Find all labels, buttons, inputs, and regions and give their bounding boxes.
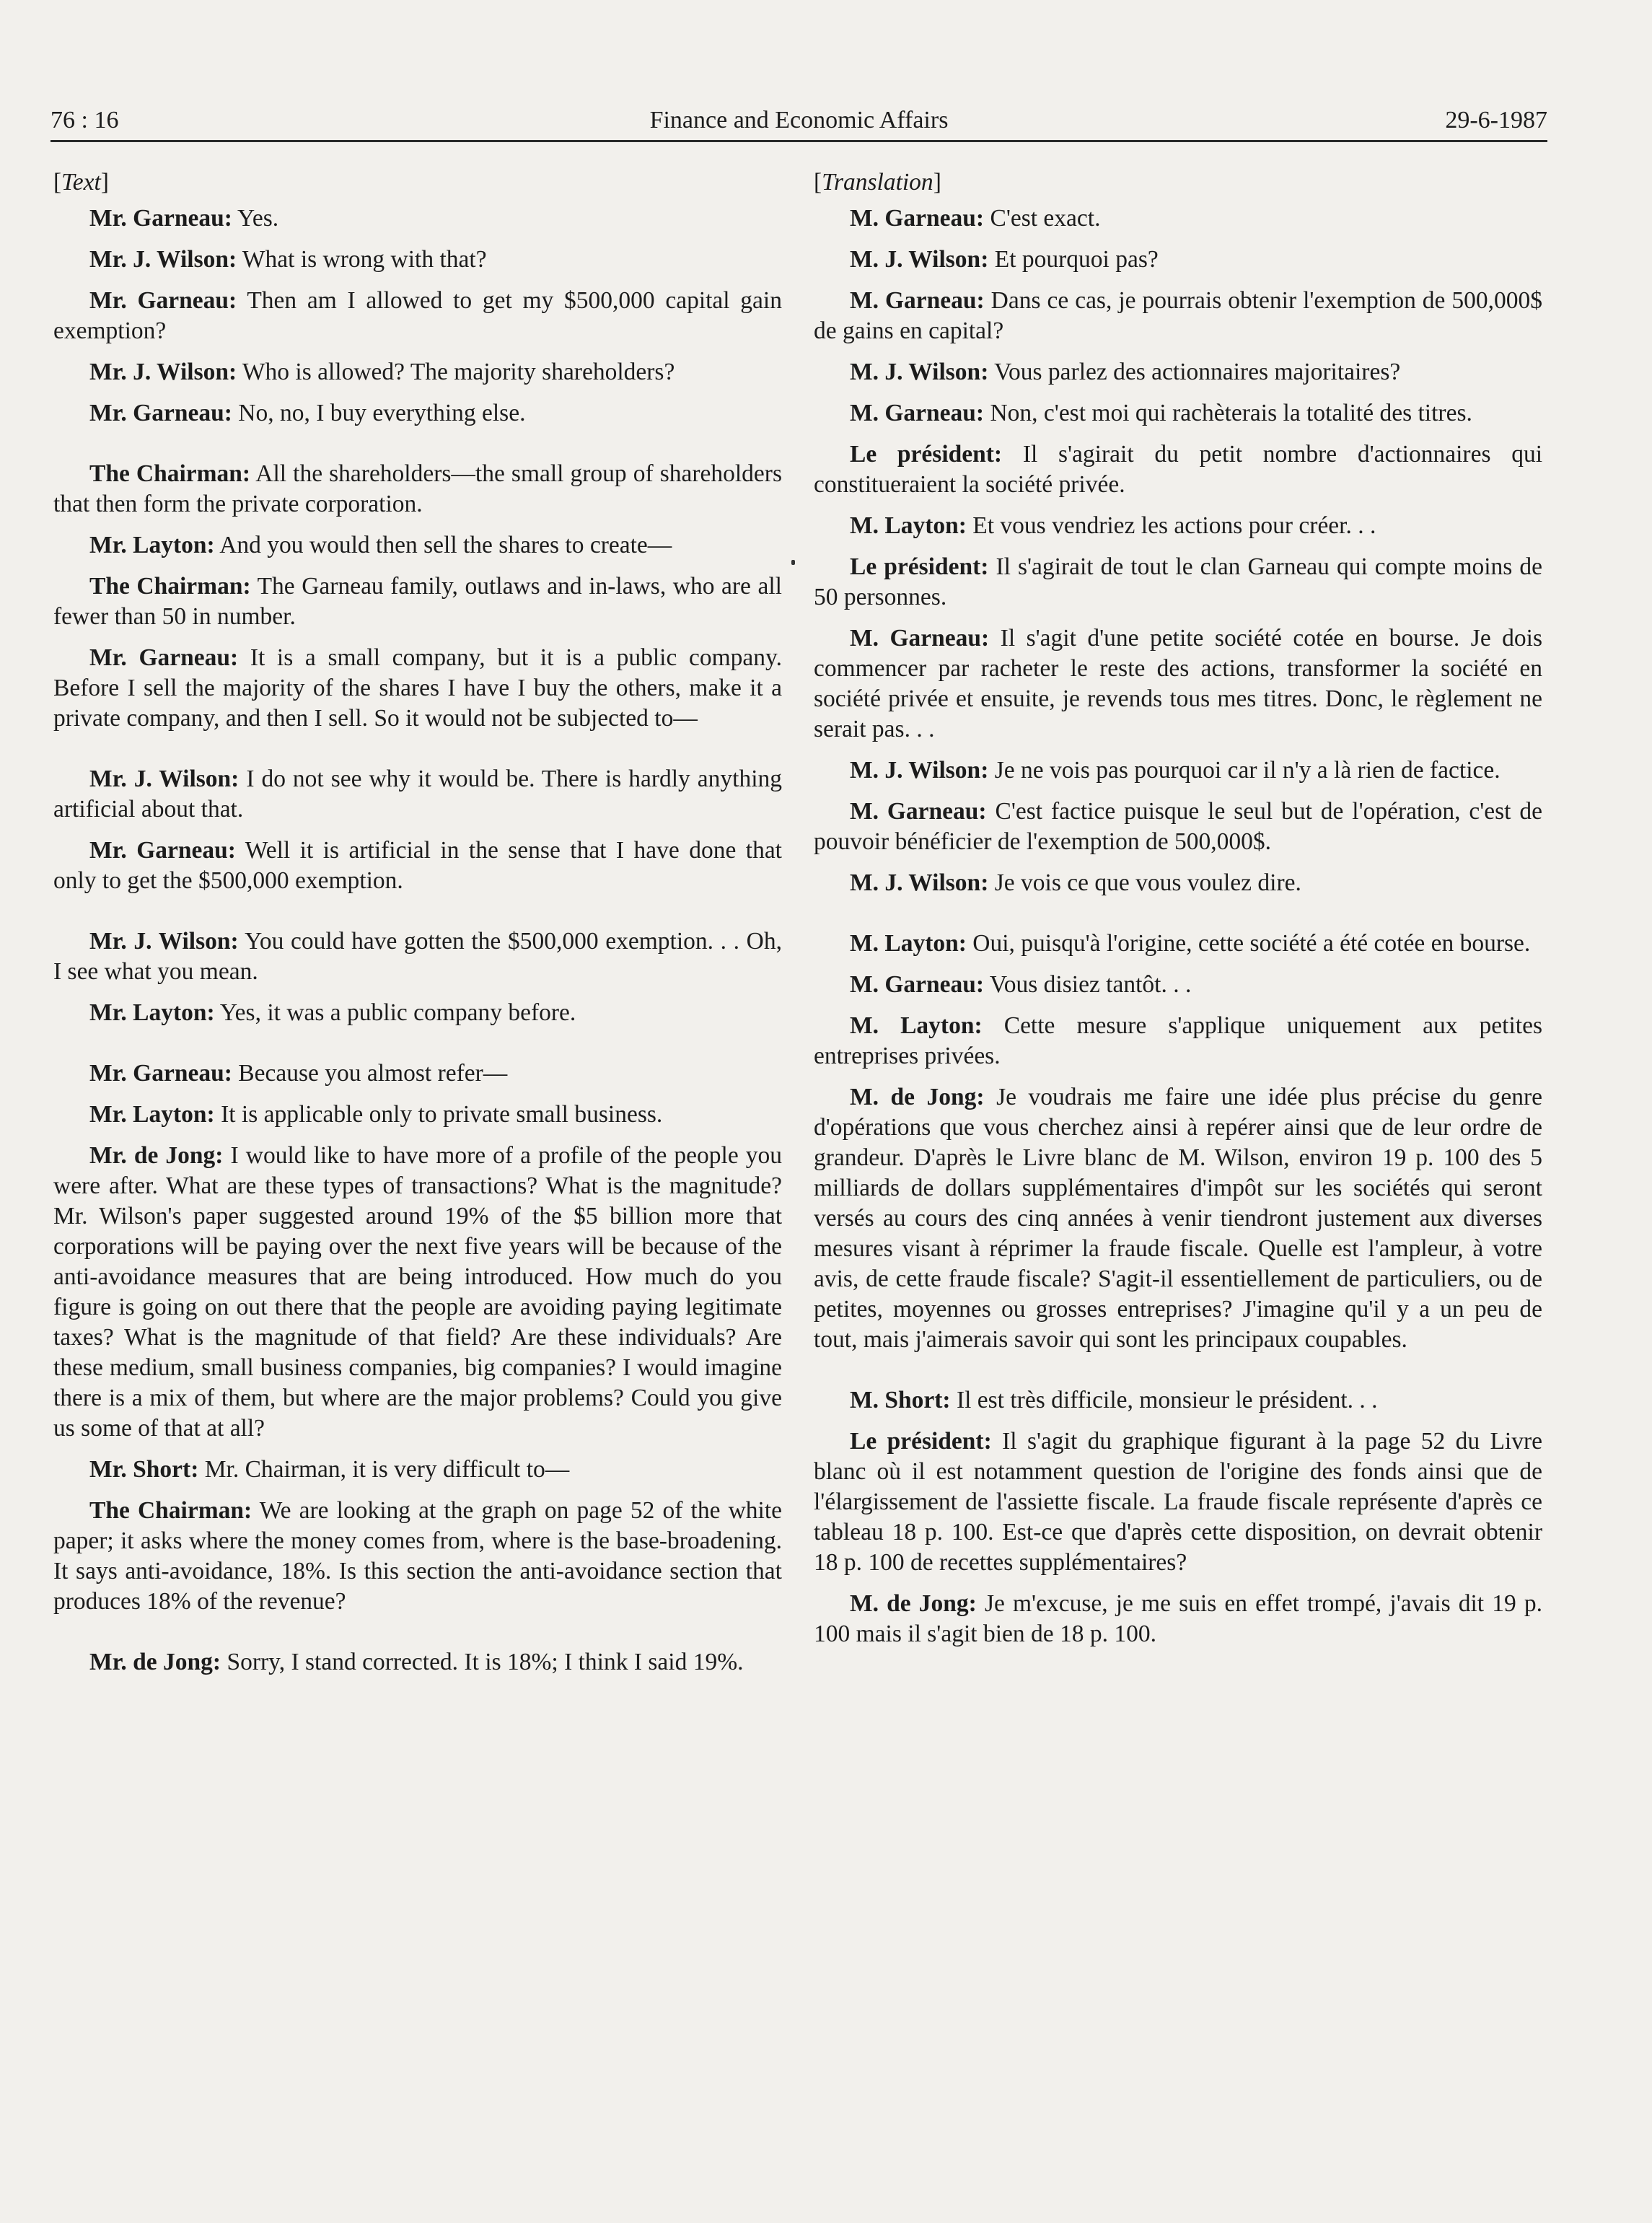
transcript-entry: [814, 357, 1542, 387]
speech-text: The Garneau family, outlaws and in-laws, who are all fewer than 50 in number.: [53, 573, 782, 630]
speech-text: Il s'agit d'une petite société cotée en bourse. Je dois commencer par racheter le reste des actions, transformer la société en société privée et ensuite, je revends tous mes titres. Donc, le règlement ne serait pas. . .: [814, 625, 1543, 742]
speech-text: I do not see why it would be. There is hardly anything artificial about that.: [53, 766, 783, 823]
transcript-entry: [53, 643, 782, 734]
transcript-entry: [53, 998, 782, 1028]
transcript-entry: [814, 868, 1542, 898]
speech-text: Je m'excuse, je me suis en effet trompé, j'avais dit 19 p. 100 mais il s'agit bien de 18 p. 100.: [814, 1590, 1543, 1647]
speaker-name: M. Garneau:: [850, 625, 990, 652]
speech-text: Il s'agit du graphique figurant à la page 52 du Livre blanc où il est notamment question de l'origine des fonds ainsi que de l'élargissement de l'assiette fiscale. La fraude fiscale représente d'après ce tableau 18 p. 100. Est-ce que d'après cette disposition, on devrait obtenir 18 p. 100 de recettes supplémentaires?: [814, 1428, 1543, 1576]
transcript-entry: [53, 245, 782, 275]
speaker-name: M. Garneau:: [850, 798, 987, 825]
translation-column: [814, 167, 1542, 1660]
speaker-name: Le président:: [850, 441, 1003, 468]
transcript-entry: [53, 926, 782, 987]
speaker-name: M. Layton:: [850, 930, 967, 957]
speaker-name: Mr. J. Wilson:: [89, 766, 240, 792]
speaker-name: Mr. Garneau:: [89, 400, 232, 426]
transcript-entry: [53, 1058, 782, 1089]
transcript-entry: [53, 286, 782, 346]
speaker-name: M. Garneau:: [850, 287, 985, 314]
transcript-entry: [814, 623, 1542, 745]
speaker-name: M. Garneau:: [850, 400, 985, 426]
speaker-name: Mr. Garneau:: [89, 287, 237, 314]
speaker-name: M. de Jong:: [850, 1084, 985, 1110]
speech-text: C'est factice puisque le seul but de l'opération, c'est de pouvoir bénéficier de l'exemption de 500,000$.: [814, 798, 1542, 855]
speaker-name: Mr. J. Wilson:: [89, 246, 237, 273]
speaker-name: M. Layton:: [850, 512, 967, 539]
speaker-name: Mr. Garneau:: [89, 1060, 232, 1087]
header-rule: [50, 140, 1547, 142]
speech-text: No, no, I buy everything else.: [238, 400, 526, 426]
speech-text: Well it is artificial in the sense that I have done that only to get the $500,000 exemption.: [53, 837, 782, 894]
transcript-entry: [53, 398, 782, 429]
publication-title: Finance and Economic Affairs: [649, 107, 949, 133]
transcript-entry: [814, 203, 1542, 234]
transcript-entry: [814, 552, 1542, 613]
transcript-entry: [814, 286, 1542, 346]
speaker-name: M. Garneau:: [850, 971, 985, 998]
speech-text: It is a small company, but it is a public company. Before I sell the majority of the shares I have I buy the others, make it a private company, and then I sell. So it would not be subjected to—: [53, 644, 782, 732]
transcript-entry: [814, 1011, 1542, 1071]
speech-text: Je ne vois pas pourquoi car il n'y a là rien de factice.: [994, 757, 1501, 784]
speaker-name: Mr. Layton:: [89, 532, 215, 558]
speech-text: Vous disiez tantôt. . .: [989, 971, 1192, 998]
speech-text: We are looking at the graph on page 52 of the white paper; it asks where the money comes from, where is the base-broadening. It says anti-avoidance, 18%. Is this section the anti-avoidance section that produces 18% of the revenue?: [53, 1497, 783, 1615]
speaker-name: Mr. Garneau:: [89, 644, 239, 671]
speech-text: Then am I allowed to get my $500,000 capital gain exemption?: [53, 287, 782, 344]
transcript-entry: [814, 755, 1542, 786]
speech-text: Yes, it was a public company before.: [219, 999, 576, 1026]
speech-text: Non, c'est moi qui rachèterais la totalité des titres.: [990, 400, 1472, 426]
speaker-name: M. J. Wilson:: [850, 869, 989, 896]
speaker-name: Le président:: [850, 1428, 992, 1455]
speaker-name: M. Garneau:: [850, 205, 985, 232]
speaker-name: Mr. de Jong:: [89, 1649, 221, 1675]
speech-text: Il s'agirait du petit nombre d'actionnaires qui constitueraient la société privée.: [814, 441, 1542, 498]
speech-text: Il s'agirait de tout le clan Garneau qui compte moins de 50 personnes.: [814, 553, 1542, 610]
transcript-entry: [814, 1589, 1542, 1649]
speech-text: And you would then sell the shares to create—: [219, 532, 672, 558]
transcript-entry: [53, 1496, 782, 1617]
transcript-entry: [53, 836, 782, 896]
transcript-entry: [53, 764, 782, 825]
column-label: [ Text ]: [53, 167, 782, 198]
transcript-entry: [53, 530, 782, 561]
speaker-name: Mr. J. Wilson:: [89, 359, 237, 385]
speaker-name: The Chairman:: [89, 460, 251, 487]
speech-text: Cette mesure s'applique uniquement aux petites entreprises privées.: [814, 1012, 1543, 1069]
margin-mark: [791, 560, 795, 565]
speech-text: You could have gotten the $500,000 exemption. . . Oh, I see what you mean.: [53, 928, 782, 985]
transcript-entry: [814, 970, 1542, 1000]
transcript-entry: [814, 439, 1542, 500]
speech-text: What is wrong with that?: [242, 246, 487, 273]
transcript-entry: [53, 357, 782, 387]
speech-text: It is applicable only to private small business.: [221, 1101, 663, 1128]
transcript-entry: [53, 1647, 782, 1678]
speech-text: Je vois ce que vous voulez dire.: [994, 869, 1301, 896]
transcript-entry: [53, 1455, 782, 1485]
transcript-entry: [53, 459, 782, 519]
text-column: [53, 167, 782, 1688]
speech-text: Je voudrais me faire une idée plus précise du genre d'opérations que vous cherchez ainsi à repérer ainsi que de leur ordre de grandeur. D'après le Livre blanc de M. Wilson, environ 19 p. 100 des 5 milliards de dollars supplémentaires d'impôt sur les sociétés qui seront versés au cours des cinq années à venir tiendront justement aux diverses mesures visant à réprimer la fraude fiscale. Quelle est l'ampleur, à votre avis, de cette fraude fiscale? S'agit-il essentiellement de particuliers, ou de petites, moyennes ou grosses entreprises? J'imagine qu'il y a un peu de tout, mais j'aimerais savoir qui sont les principaux coupables.: [814, 1084, 1542, 1353]
speaker-name: M. Layton:: [850, 1012, 983, 1039]
page-header: [50, 107, 1547, 143]
speech-text: All the shareholders—the small group of shareholders that then form the private corporation.: [53, 460, 782, 517]
speech-text: Sorry, I stand corrected. It is 18%; I think I said 19%.: [227, 1649, 744, 1675]
speaker-name: The Chairman:: [89, 1497, 252, 1524]
speech-text: Mr. Chairman, it is very difficult to—: [204, 1456, 570, 1483]
speaker-name: Mr. J. Wilson:: [89, 928, 239, 955]
speaker-name: Mr. Short:: [89, 1456, 199, 1483]
transcript-entry: [53, 1100, 782, 1130]
speech-text: Dans ce cas, je pourrais obtenir l'exemption de 500,000$ de gains en capital?: [814, 287, 1543, 344]
speech-text: C'est exact.: [990, 205, 1101, 232]
speaker-name: M. J. Wilson:: [850, 359, 989, 385]
speaker-name: M. J. Wilson:: [850, 757, 989, 784]
speaker-name: The Chairman:: [89, 573, 251, 600]
speaker-name: Mr. Layton:: [89, 999, 215, 1026]
speaker-name: M. de Jong:: [850, 1590, 977, 1617]
transcript-entry: [53, 203, 782, 234]
speaker-name: M. Short:: [850, 1387, 951, 1413]
speaker-name: Mr. Garneau:: [89, 205, 232, 232]
transcript-entry: [814, 929, 1542, 959]
speech-text: Et vous vendriez les actions pour créer. . .: [972, 512, 1376, 539]
speaker-name: Mr. Garneau:: [89, 837, 236, 864]
speaker-name: M. J. Wilson:: [850, 246, 989, 273]
speech-text: Because you almost refer—: [238, 1060, 508, 1087]
speech-text: Il est très difficile, monsieur le président. . .: [956, 1387, 1378, 1413]
transcript-entry: [814, 511, 1542, 541]
transcript-entry: [814, 1082, 1542, 1355]
column-label: [ Translation ]: [814, 167, 1542, 198]
publication-date: 29-6-1987: [1445, 107, 1547, 133]
speech-text: Et pourquoi pas?: [994, 246, 1159, 273]
transcript-entry: [814, 1426, 1542, 1578]
transcript-entry: [814, 245, 1542, 275]
speech-text: Oui, puisqu'à l'origine, cette société a été cotée en bourse.: [972, 930, 1531, 957]
speech-text: Vous parlez des actionnaires majoritaires?: [994, 359, 1401, 385]
speaker-name: Mr. Layton:: [89, 1101, 215, 1128]
page-number: 76 : 16: [50, 107, 119, 133]
transcript-entry: [53, 571, 782, 632]
speaker-name: Mr. de Jong:: [89, 1142, 224, 1169]
transcript-entry: [814, 797, 1542, 857]
transcript-entry: [53, 1141, 782, 1444]
transcript-entry: [814, 398, 1542, 429]
transcript-entry: [814, 1385, 1542, 1416]
speaker-name: Le président:: [850, 553, 989, 580]
speech-text: Who is allowed? The majority shareholders?: [242, 359, 675, 385]
speech-text: I would like to have more of a profile of the people you were after. What are these types of transactions? What is the magnitude? Mr. Wilson's paper suggested around 19% of the $5 billion more that corporations will be paying over the next five years will be because of the anti-avoidance measures that are being introduced. How much do you figure is going on out there that the people are avoiding paying legitimate taxes? What is the magnitude of that field? Are these individuals? Are these medium, small business companies, big companies? I would imagine there is a mix of them, but where are the major problems? Could you give us some of that at all?: [53, 1142, 783, 1442]
speech-text: Yes.: [237, 205, 279, 232]
